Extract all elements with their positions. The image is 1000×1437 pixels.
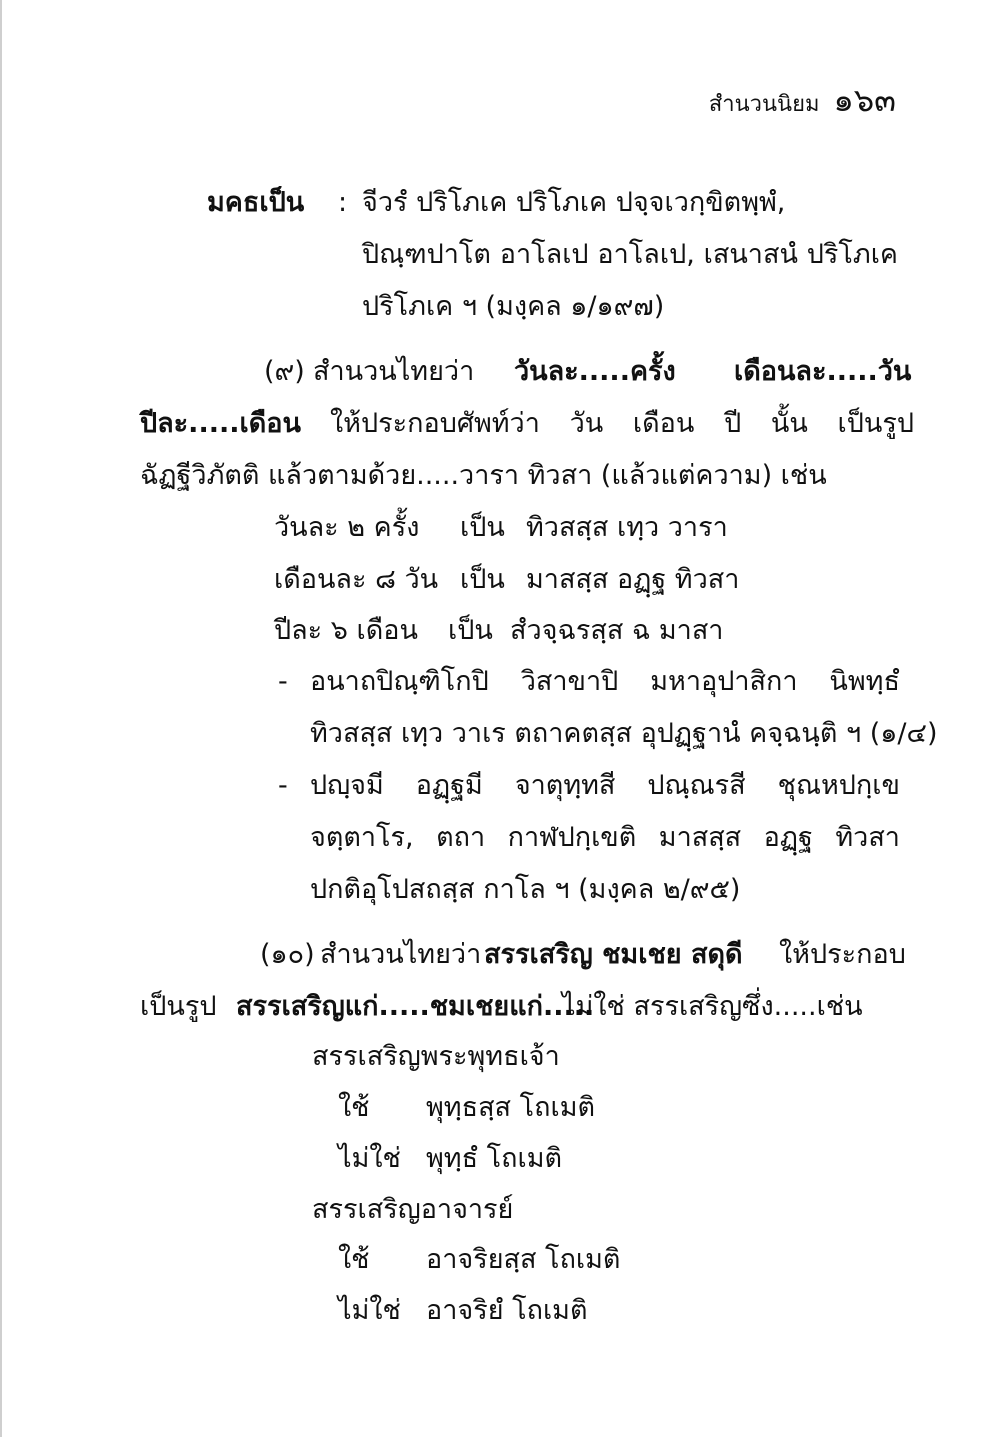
word: ให้ประกอบศัพท์ว่า	[330, 408, 540, 439]
magadha-colon: :	[338, 187, 348, 218]
example-be: เป็น	[460, 564, 505, 595]
not-value: พุทฺธํ โถเมติ	[426, 1143, 563, 1174]
example-pali: ทิวสสฺส เทฺว วารา	[526, 512, 728, 543]
example-heading: สรรเสริญพระพุทธเจ้า	[312, 1041, 560, 1072]
header-title: สำนวนนิยม	[708, 92, 820, 117]
not-label: ไม่ใช่	[338, 1143, 401, 1174]
quote-1-line-2: ทิวสสฺส เทฺว วาเร ตถาคตสฺส อุปฏฺฐานํ คจฺฉนฺติ ฯ (๑/๔)	[310, 718, 938, 749]
word: มาสสฺส	[658, 822, 742, 853]
item-9-phrase-1: วันละ.....ครั้ง	[514, 356, 676, 387]
example-pali: มาสสฺส อฏฺฐ ทิวสา	[526, 564, 740, 595]
word: อาโลเป	[499, 239, 589, 270]
word: วิสาขาปิ	[520, 666, 619, 697]
item-9-line-3: ฉัฏฐีวิภัตติ แล้วตามด้วย.....วารา ทิวสา (แล้วแต่ความ) เช่น	[140, 460, 827, 491]
quote-2-line-1	[310, 766, 900, 806]
example-thai: วันละ ๒ ครั้ง	[274, 512, 420, 543]
item-9-line-2	[330, 404, 914, 444]
example-be: เป็น	[460, 512, 505, 543]
word: ปิณฺฑปาโต	[362, 239, 491, 270]
magadha-line-3: ปริโภเค ฯ (มงฺคล ๑/๑๙๗)	[362, 291, 665, 322]
item-10-number: (๑๐)	[260, 939, 315, 970]
item-10-phrase-1: สรรเสริญ ชมเชย สดุดี	[484, 939, 743, 970]
quote-2-line-2	[310, 818, 900, 858]
item-9-intro: สำนวนไทยว่า	[313, 356, 475, 387]
word: นิพทฺธํ	[829, 666, 900, 697]
item-10-prefix-2: เป็นรูป	[140, 991, 217, 1022]
quote-1-line-1	[310, 662, 900, 702]
word: ทิวสา	[835, 822, 900, 853]
word: ปญฺจมี	[310, 770, 384, 801]
item-10-intro: สำนวนไทยว่า	[320, 939, 482, 970]
bullet-mark: -	[278, 770, 288, 801]
item-10-phrase-2: สรรเสริญแก่.....ชมเชยแก่.....	[236, 991, 595, 1022]
magadha-line-2	[362, 235, 898, 275]
item-10-rest-1: ให้ประกอบ	[779, 939, 906, 970]
word: อฏฺฐ	[763, 822, 813, 853]
item-9-phrase-3: ปีละ.....เดือน	[140, 408, 301, 439]
word: เดือน	[632, 408, 695, 439]
word: ปี	[724, 408, 742, 439]
word: ปณฺณรสี	[647, 770, 746, 801]
example-be: เป็น	[448, 615, 493, 646]
word: กาฬปกฺเขติ	[507, 822, 637, 853]
item-10-rest-2: ไม่ใช่ สรรเสริญซึ่ง.....เช่น	[562, 991, 863, 1022]
word: จตฺตาโร,	[310, 822, 414, 853]
word: ปริโภเค	[806, 239, 898, 270]
word: จาตุทฺทสี	[514, 770, 616, 801]
not-label: ไม่ใช่	[338, 1295, 401, 1326]
word: วัน	[569, 408, 604, 439]
example-heading: สรรเสริญอาจารย์	[312, 1194, 514, 1225]
use-value: พุทฺธสฺส โถเมติ	[426, 1092, 596, 1123]
bullet-mark: -	[278, 666, 288, 697]
magadha-line-1: จีวรํ ปริโภเค ปริโภเค ปจฺจเวกฺขิตพฺพํ,	[362, 187, 786, 218]
page-number: ๑๖๓	[833, 81, 896, 119]
word: ตถา	[436, 822, 486, 853]
word: อาโลเป,	[597, 239, 695, 270]
use-label: ใช้	[338, 1092, 370, 1123]
word: มหาอุปาสิกา	[650, 666, 798, 697]
word: เป็นรูป	[837, 408, 914, 439]
not-value: อาจริยํ โถเมติ	[426, 1295, 588, 1326]
page-header	[709, 80, 896, 125]
magadha-label: มคธเป็น	[207, 187, 305, 218]
word: เสนาสนํ	[703, 239, 798, 270]
use-value: อาจริยสฺส โถเมติ	[426, 1244, 621, 1275]
quote-2-line-3: ปกติอุโปสถสฺส กาโล ฯ (มงฺคล ๒/๙๕)	[310, 874, 741, 905]
word: นั้น	[770, 408, 808, 439]
use-label: ใช้	[338, 1244, 370, 1275]
word: อฏฺฐมี	[415, 770, 483, 801]
example-thai: ปีละ ๖ เดือน	[274, 615, 418, 646]
word: อนาถปิณฺฑิโกปิ	[310, 666, 489, 697]
example-thai: เดือนละ ๘ วัน	[274, 564, 439, 595]
item-9-number: (๙)	[264, 356, 305, 387]
example-pali: สํวจฺฉรสฺส ฉ มาสา	[510, 615, 724, 646]
item-9-phrase-2: เดือนละ.....วัน	[734, 356, 912, 387]
word: ชุณหปกฺเข	[777, 770, 900, 801]
